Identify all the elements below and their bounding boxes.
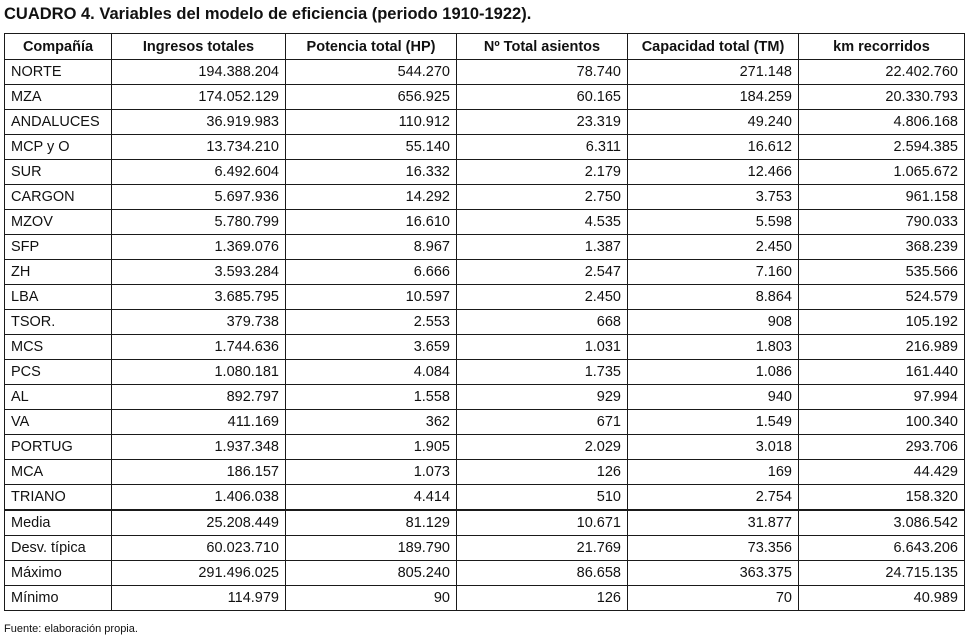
cell-total-seats: 1.387 (457, 235, 628, 260)
stat-row (5, 536, 965, 561)
cell-total-income: 6.492.604 (112, 160, 286, 185)
cell-company: CARGON (5, 185, 112, 210)
cell-total-power: 8.967 (286, 235, 457, 260)
cell-total-power: 110.912 (286, 110, 457, 135)
table-body (5, 60, 965, 611)
header-total-capacity: Capacidad total (TM) (628, 34, 799, 60)
cell-total-power: 81.129 (286, 510, 457, 536)
cell-total-income: 114.979 (112, 586, 286, 611)
cell-total-income: 3.685.795 (112, 285, 286, 310)
table-row (5, 435, 965, 460)
cell-total-capacity: 1.803 (628, 335, 799, 360)
cell-company: MCS (5, 335, 112, 360)
cell-total-capacity: 49.240 (628, 110, 799, 135)
cell-total-capacity: 169 (628, 460, 799, 485)
cell-total-income: 13.734.210 (112, 135, 286, 160)
cell-company: VA (5, 410, 112, 435)
cell-total-income: 25.208.449 (112, 510, 286, 536)
cell-total-capacity: 7.160 (628, 260, 799, 285)
cell-total-seats: 2.547 (457, 260, 628, 285)
header-total-power: Potencia total (HP) (286, 34, 457, 60)
cell-total-income: 1.937.348 (112, 435, 286, 460)
cell-total-income: 5.697.936 (112, 185, 286, 210)
cell-total-seats: 23.319 (457, 110, 628, 135)
table-caption (4, 2, 531, 26)
cell-total-capacity: 70 (628, 586, 799, 611)
cell-total-capacity: 3.018 (628, 435, 799, 460)
caption-title: Variables del modelo de eficiencia (periodo 1910-1922). (94, 5, 532, 23)
cell-company: Media (5, 510, 112, 536)
cell-km-traveled: 97.994 (799, 385, 965, 410)
header-row (5, 34, 965, 60)
cell-total-power: 90 (286, 586, 457, 611)
cell-km-traveled: 44.429 (799, 460, 965, 485)
table-row (5, 310, 965, 335)
cell-company: Desv. típica (5, 536, 112, 561)
cell-total-power: 656.925 (286, 85, 457, 110)
cell-km-traveled: 535.566 (799, 260, 965, 285)
cell-company: MZA (5, 85, 112, 110)
cell-total-power: 189.790 (286, 536, 457, 561)
table-row (5, 460, 965, 485)
header-company: Compañía (5, 34, 112, 60)
cell-company: SFP (5, 235, 112, 260)
cell-total-power: 16.332 (286, 160, 457, 185)
cell-total-capacity: 8.864 (628, 285, 799, 310)
cell-total-income: 1.406.038 (112, 485, 286, 511)
cell-km-traveled: 100.340 (799, 410, 965, 435)
cell-total-power: 16.610 (286, 210, 457, 235)
cell-total-power: 3.659 (286, 335, 457, 360)
cell-total-seats: 1.735 (457, 360, 628, 385)
cell-total-power: 10.597 (286, 285, 457, 310)
cell-km-traveled: 6.643.206 (799, 536, 965, 561)
cell-total-power: 4.414 (286, 485, 457, 511)
cell-total-power: 4.084 (286, 360, 457, 385)
cell-total-seats: 510 (457, 485, 628, 511)
cell-company: ANDALUCES (5, 110, 112, 135)
table-row (5, 135, 965, 160)
table-row (5, 410, 965, 435)
header-total-income: Ingresos totales (112, 34, 286, 60)
cell-total-capacity: 5.598 (628, 210, 799, 235)
cell-total-income: 36.919.983 (112, 110, 286, 135)
cell-total-income: 186.157 (112, 460, 286, 485)
cell-total-power: 544.270 (286, 60, 457, 85)
cell-total-capacity: 2.754 (628, 485, 799, 511)
cell-km-traveled: 40.989 (799, 586, 965, 611)
cell-total-power: 2.553 (286, 310, 457, 335)
cell-total-seats: 86.658 (457, 561, 628, 586)
cell-km-traveled: 368.239 (799, 235, 965, 260)
cell-company: LBA (5, 285, 112, 310)
table-row (5, 360, 965, 385)
cell-total-seats: 2.750 (457, 185, 628, 210)
cell-company: MCA (5, 460, 112, 485)
cell-total-seats: 2.029 (457, 435, 628, 460)
table-row (5, 235, 965, 260)
cell-company: PORTUG (5, 435, 112, 460)
cell-total-income: 291.496.025 (112, 561, 286, 586)
table-row (5, 385, 965, 410)
cell-company: MCP y O (5, 135, 112, 160)
cell-km-traveled: 2.594.385 (799, 135, 965, 160)
cell-total-seats: 10.671 (457, 510, 628, 536)
header-km-traveled: km recorridos (799, 34, 965, 60)
cell-total-capacity: 363.375 (628, 561, 799, 586)
cell-total-seats: 4.535 (457, 210, 628, 235)
cell-km-traveled: 1.065.672 (799, 160, 965, 185)
cell-total-seats: 671 (457, 410, 628, 435)
cell-total-seats: 1.031 (457, 335, 628, 360)
cell-total-power: 805.240 (286, 561, 457, 586)
cell-km-traveled: 22.402.760 (799, 60, 965, 85)
cell-company: Máximo (5, 561, 112, 586)
cell-total-seats: 668 (457, 310, 628, 335)
cell-total-income: 3.593.284 (112, 260, 286, 285)
cell-km-traveled: 293.706 (799, 435, 965, 460)
cell-company: PCS (5, 360, 112, 385)
cell-total-income: 60.023.710 (112, 536, 286, 561)
table-row (5, 110, 965, 135)
cell-company: MZOV (5, 210, 112, 235)
cell-total-power: 362 (286, 410, 457, 435)
table-row (5, 210, 965, 235)
cell-total-income: 379.738 (112, 310, 286, 335)
cell-total-seats: 126 (457, 460, 628, 485)
cell-company: ZH (5, 260, 112, 285)
cell-km-traveled: 20.330.793 (799, 85, 965, 110)
cell-km-traveled: 158.320 (799, 485, 965, 511)
cell-total-seats: 78.740 (457, 60, 628, 85)
header-total-seats: Nº Total asientos (457, 34, 628, 60)
cell-total-income: 5.780.799 (112, 210, 286, 235)
caption-label: CUADRO 4. (4, 5, 95, 23)
source-note: Fuente: elaboración propia. (4, 623, 138, 635)
table-row (5, 260, 965, 285)
cell-total-capacity: 271.148 (628, 60, 799, 85)
cell-company: NORTE (5, 60, 112, 85)
cell-total-seats: 2.179 (457, 160, 628, 185)
table-row (5, 160, 965, 185)
stat-row (5, 510, 965, 536)
cell-company: TSOR. (5, 310, 112, 335)
cell-km-traveled: 24.715.135 (799, 561, 965, 586)
cell-km-traveled: 4.806.168 (799, 110, 965, 135)
cell-company: SUR (5, 160, 112, 185)
cell-km-traveled: 3.086.542 (799, 510, 965, 536)
cell-total-seats: 929 (457, 385, 628, 410)
cell-company: Mínimo (5, 586, 112, 611)
cell-km-traveled: 524.579 (799, 285, 965, 310)
stat-row (5, 561, 965, 586)
cell-total-income: 174.052.129 (112, 85, 286, 110)
cell-km-traveled: 216.989 (799, 335, 965, 360)
efficiency-variables-table (4, 33, 965, 611)
cell-total-capacity: 184.259 (628, 85, 799, 110)
cell-total-power: 1.073 (286, 460, 457, 485)
table-row (5, 60, 965, 85)
cell-total-seats: 2.450 (457, 285, 628, 310)
cell-total-capacity: 31.877 (628, 510, 799, 536)
cell-total-power: 1.905 (286, 435, 457, 460)
cell-total-income: 194.388.204 (112, 60, 286, 85)
cell-total-capacity: 3.753 (628, 185, 799, 210)
cell-company: TRIANO (5, 485, 112, 511)
cell-total-capacity: 940 (628, 385, 799, 410)
table-row (5, 485, 965, 511)
table-row (5, 185, 965, 210)
cell-company: AL (5, 385, 112, 410)
cell-total-income: 411.169 (112, 410, 286, 435)
cell-km-traveled: 161.440 (799, 360, 965, 385)
cell-total-capacity: 12.466 (628, 160, 799, 185)
cell-total-capacity: 908 (628, 310, 799, 335)
cell-total-capacity: 16.612 (628, 135, 799, 160)
cell-total-income: 892.797 (112, 385, 286, 410)
cell-km-traveled: 961.158 (799, 185, 965, 210)
cell-total-power: 1.558 (286, 385, 457, 410)
cell-total-capacity: 1.086 (628, 360, 799, 385)
table-row (5, 285, 965, 310)
table-row (5, 335, 965, 360)
cell-km-traveled: 790.033 (799, 210, 965, 235)
table-row (5, 85, 965, 110)
cell-total-capacity: 1.549 (628, 410, 799, 435)
cell-total-income: 1.369.076 (112, 235, 286, 260)
cell-total-power: 6.666 (286, 260, 457, 285)
cell-total-seats: 60.165 (457, 85, 628, 110)
cell-total-capacity: 2.450 (628, 235, 799, 260)
cell-total-capacity: 73.356 (628, 536, 799, 561)
stat-row (5, 586, 965, 611)
cell-km-traveled: 105.192 (799, 310, 965, 335)
cell-total-income: 1.744.636 (112, 335, 286, 360)
cell-total-power: 55.140 (286, 135, 457, 160)
cell-total-seats: 6.311 (457, 135, 628, 160)
cell-total-power: 14.292 (286, 185, 457, 210)
cell-total-seats: 126 (457, 586, 628, 611)
cell-total-seats: 21.769 (457, 536, 628, 561)
cell-total-income: 1.080.181 (112, 360, 286, 385)
